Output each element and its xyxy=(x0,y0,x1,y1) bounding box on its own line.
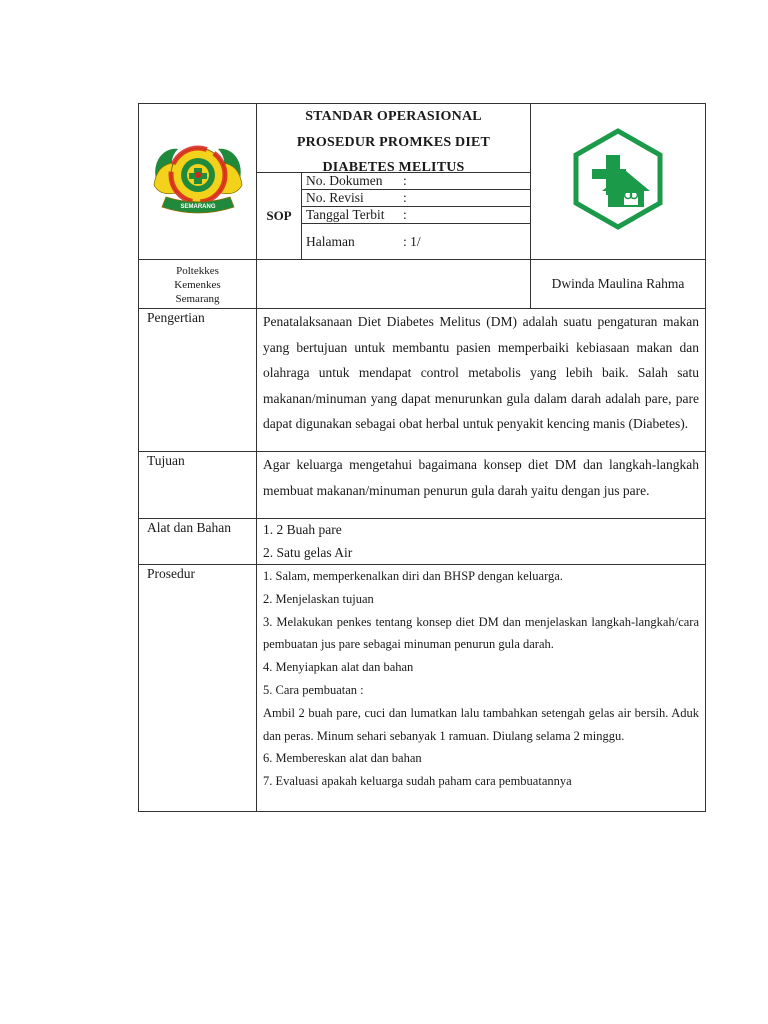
right-logo-cell xyxy=(531,104,706,260)
section-pengertian xyxy=(139,309,706,452)
section-label: Pengertian xyxy=(139,309,257,452)
meta-value: : xyxy=(403,190,407,205)
author-name: Dwinda Maulina Rahma xyxy=(531,260,706,309)
section-prosedur xyxy=(139,565,706,812)
list-item: 5. Cara pembuatan : xyxy=(263,682,364,697)
meta-key: Tanggal Terbit xyxy=(306,207,385,222)
document-meta xyxy=(257,172,530,259)
list-item: 6. Membereskan alat dan bahan xyxy=(263,751,422,766)
empty-cell xyxy=(257,260,531,309)
meta-row-tanggal-terbit xyxy=(302,207,530,224)
section-label: Tujuan xyxy=(139,452,257,519)
meta-row-no-dokumen xyxy=(302,173,530,190)
section-alat-bahan xyxy=(139,519,706,565)
poltekkes-logo-icon xyxy=(152,141,244,217)
list-item: 4. Menyiapkan alat dan bahan xyxy=(263,660,414,675)
list-item: 3. Melakukan penkes tentang konsep diet DM dan menjelaskan langkah-langkah/cara pembuatan jus pare sebagai minuman penurun gula darah. xyxy=(263,614,699,652)
meta-row-no-revisi xyxy=(302,190,530,207)
meta-row-halaman xyxy=(302,224,530,259)
org-line-2: Kemenkes xyxy=(174,279,221,291)
document-title xyxy=(257,104,530,175)
sop-table xyxy=(138,103,706,812)
section-tujuan xyxy=(139,452,706,519)
meta-key: Halaman xyxy=(306,234,355,249)
section-label: Alat dan Bahan xyxy=(139,519,257,565)
section-text: Penatalaksanaan Diet Diabetes Melitus (DM) adalah suatu pengaturan makan yang bertujuan untuk membantu pasien memperbaiki kebiasaan makan dan olahraga untuk mendapat control metabolis yang lebih baik. Salah satu makanan/minuman yang dapat menurunkan gula dalam darah adalah pare, pare dapat digunakan sebagai obat herbal untuk penyakit kencing manis (Diabetes). xyxy=(257,309,706,452)
org-line-3: Semarang xyxy=(175,293,220,305)
org-line-1: Poltekkes xyxy=(176,265,219,277)
meta-key: No. Dokumen xyxy=(306,173,383,188)
meta-value: : 1/ xyxy=(403,234,421,249)
title-line-3: DIABETES MELITUS xyxy=(322,160,465,175)
section-list xyxy=(257,519,706,565)
meta-value: : xyxy=(403,207,407,222)
org-cell xyxy=(139,260,257,309)
title-line-2: PROSEDUR PROMKES DIET xyxy=(296,134,491,150)
title-line-1: STANDAR OPERASIONAL xyxy=(305,109,482,124)
health-cross-house-icon xyxy=(570,127,666,231)
list-item: 1. 2 Buah pare xyxy=(263,522,342,537)
list-item: Ambil 2 buah pare, cuci dan lumatkan lalu tambahkan setengah gelas air bersih. Aduk dan peras. Minum sehari sebanyak 1 ramuan. Diulang selama 2 minggu. xyxy=(263,705,699,743)
logo-banner-text: SEMARANG xyxy=(179,204,216,210)
meta-value: : xyxy=(403,173,407,188)
section-list xyxy=(257,565,706,812)
title-cell xyxy=(257,104,531,260)
section-label: Prosedur xyxy=(139,565,257,812)
list-item: 2. Menjelaskan tujuan xyxy=(263,591,374,606)
left-logo-cell xyxy=(139,104,257,260)
sop-label: SOP xyxy=(257,173,302,259)
list-item: 1. Salam, memperkenalkan diri dan BHSP dengan keluarga. xyxy=(263,569,563,583)
section-text: Agar keluarga mengetahui bagaimana konsep diet DM dan langkah-langkah membuat makanan/minuman penurun gula darah yaitu dengan jus pare. xyxy=(257,452,706,519)
list-item: 2. Satu gelas Air xyxy=(263,544,353,560)
header-row xyxy=(139,104,706,260)
meta-key: No. Revisi xyxy=(306,190,364,205)
org-row xyxy=(139,260,706,309)
list-item: 7. Evaluasi apakah keluarga sudah paham cara pembuatannya xyxy=(263,774,572,789)
